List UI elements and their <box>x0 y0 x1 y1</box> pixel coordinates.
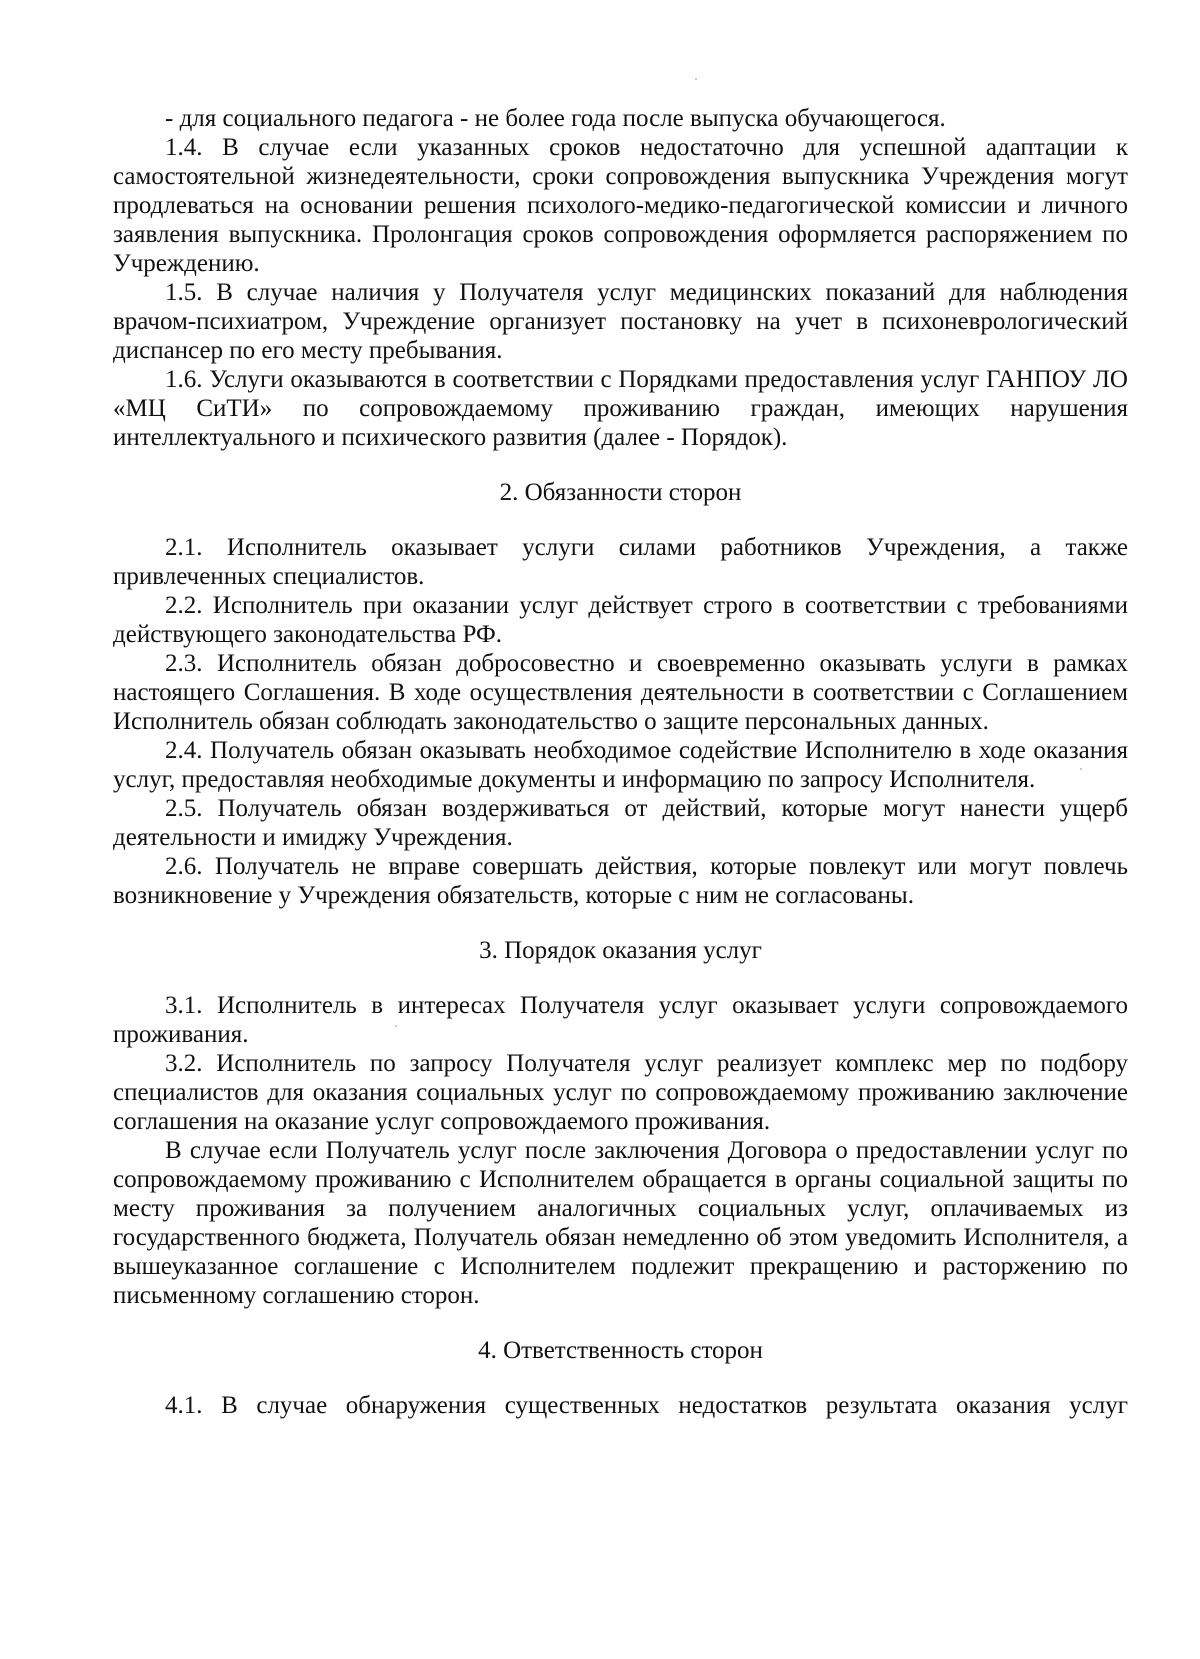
paragraph-1-6: 1.6. Услуги оказываются в соответствии с Порядками предоставления услуг ГАНПОУ ЛО «МЦ СиТИ» по сопровождаемому проживанию граждан, имеющих нарушения интеллектуального и психического развития (далее - Порядок). <box>113 366 1128 451</box>
paragraph-intro: - для социального педагога - не более года после выпуска обучающегося. <box>165 105 946 132</box>
paragraph-2-6: 2.6. Получатель не вправе совершать действия, которые повлекут или могут повлечь возникновение у Учреждения обязательств, которые с ним не согласованы. <box>113 853 1128 909</box>
document-body <box>113 104 1128 1420</box>
paragraph-1-4: 1.4. В случае если указанных сроков недостаточно для успешной адаптации к самостоятельной жизнедеятельности, сроки сопровождения выпускника Учреждения могут продлеваться на основании решения психолого-медико-педагогической комиссии и личного заявления выпускника. Пролонгация сроков сопровождения оформляется распоряжением по Учреждению. <box>113 134 1128 277</box>
paragraph-3-1: 3.1. Исполнитель в интересах Получателя услуг оказывает услуги сопровождаемого проживания. <box>113 992 1128 1048</box>
paragraph-2-4: 2.4. Получатель обязан оказывать необходимое содействие Исполнителю в ходе оказания услуг, предоставляя необходимые документы и информацию по запросу Исполнителя. <box>113 737 1128 793</box>
section-heading-2: 2. Обязанности сторон <box>499 479 742 506</box>
section-heading-4: 4. Ответственность сторон <box>478 1337 763 1364</box>
paragraph-2-1: 2.1. Исполнитель оказывает услуги силами работников Учреждения, а также привлеченных специалистов. <box>113 534 1128 590</box>
section-heading-3: 3. Порядок оказания услуг <box>479 937 762 964</box>
paragraph-3-2-continued: В случае если Получатель услуг после заключения Договора о предоставлении услуг по сопровождаемому проживанию с Исполнителем обращается в органы социальной защиты по месту проживания за получением аналогичных социальных услуг, оплачиваемых из государственного бюджета, Получатель обязан немедленно об этом уведомить Исполнителя, а вышеуказанное соглашение с Исполнителем подлежит прекращению и расторжению по письменному соглашению сторон. <box>113 1137 1128 1309</box>
scan-speck <box>695 78 697 80</box>
paragraph-1-5: 1.5. В случае наличия у Получателя услуг медицинских показаний для наблюдения врачом-психиатром, Учреждение организует постановку на учет в психоневрологический диспансер по его месту пребывания. <box>113 279 1128 364</box>
paragraph-2-5: 2.5. Получатель обязан воздерживаться от действий, которые могут нанести ущерб деятельности и имиджу Учреждения. <box>113 795 1128 851</box>
paragraph-2-3: 2.3. Исполнитель обязан добросовестно и своевременно оказывать услуги в рамках настоящего Соглашения. В ходе осуществления деятельности в соответствии с Соглашением Исполнитель обязан соблюдать законодательство о защите персональных данных. <box>113 650 1128 735</box>
paragraph-4-1: 4.1. В случае обнаружения существенных недостатков результата оказания услуг <box>165 1392 1128 1419</box>
paragraph-2-2: 2.2. Исполнитель при оказании услуг действует строго в соответствии с требованиями действующего законодательства РФ. <box>113 592 1128 648</box>
paragraph-3-2: 3.2. Исполнитель по запросу Получателя услуг реализует комплекс мер по подбору специалистов для оказания социальных услуг по сопровождаемому проживанию заключение соглашения на оказание услуг сопровождаемого проживания. <box>113 1050 1128 1135</box>
